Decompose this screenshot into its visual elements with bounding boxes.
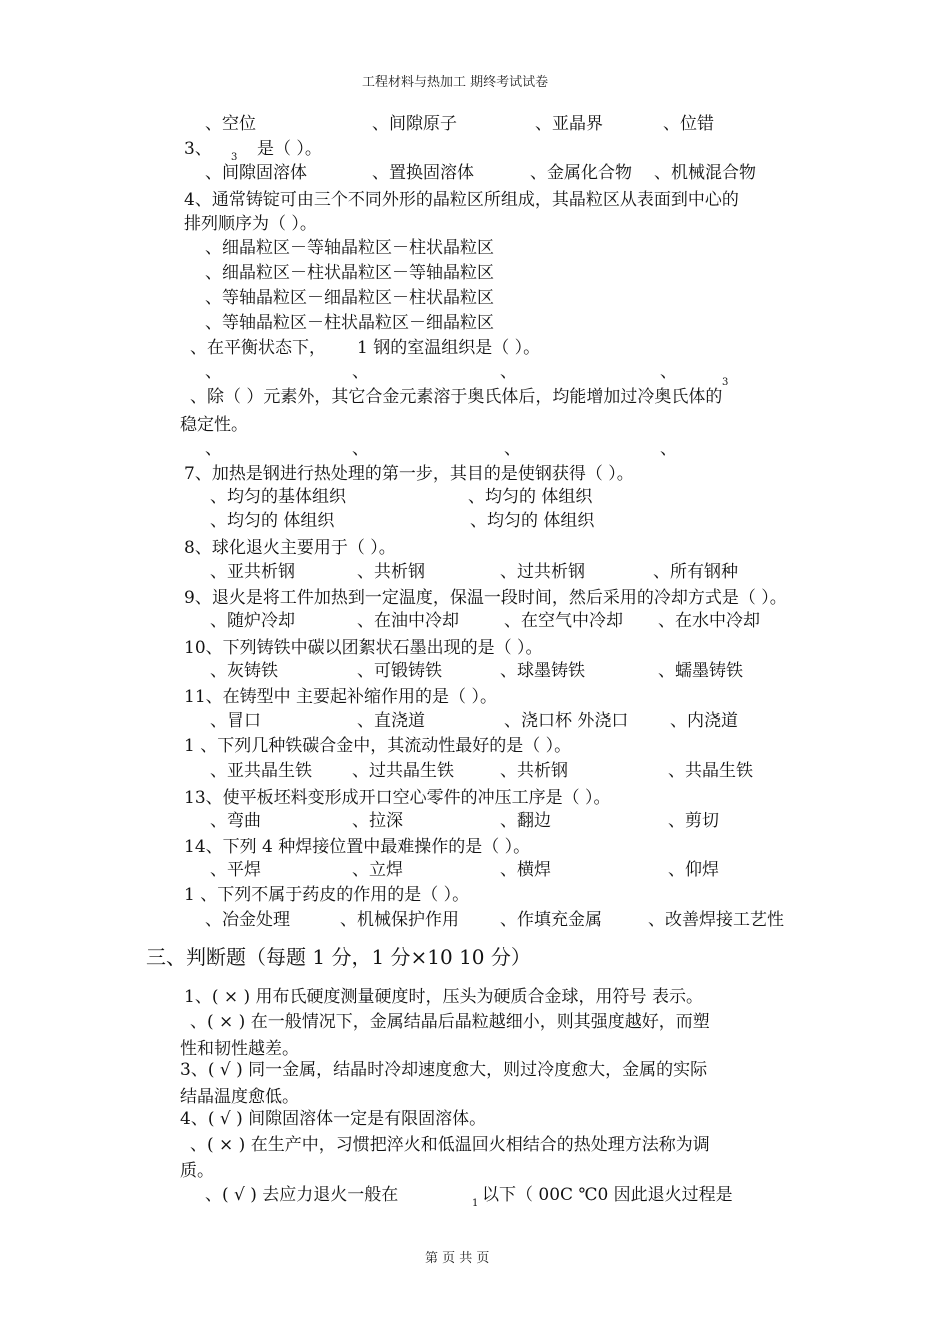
q9-option-d: 、在水中冷却 xyxy=(658,611,760,631)
q5-option-d: 、 xyxy=(660,362,677,382)
q5-option-b: 、 xyxy=(352,362,369,382)
q12-option-b: 、过共晶生铁 xyxy=(352,761,454,781)
judge-1: 1、( × ) 用布氏硬度测量硬度时，压头为硬质合金球，用符号 表示。 xyxy=(184,987,703,1007)
q6-line1: 、除（ ）元素外，其它合金元素溶于奥氏体后，均能增加过冷奥氏体的 xyxy=(190,387,723,407)
q11-text: 11、在铸型中 主要起补缩作用的是（ ）。 xyxy=(184,687,497,707)
judge-3-line2: 结晶温度愈低。 xyxy=(180,1087,299,1107)
q10-text: 10、下列铸铁中碳以团絮状石墨出现的是（ ）。 xyxy=(184,638,543,658)
q12-option-d: 、共晶生铁 xyxy=(668,761,753,781)
q5-text-a: 、在平衡状态下， xyxy=(190,338,326,358)
q12-option-c: 、共析钢 xyxy=(500,761,568,781)
q15-text: 1 、下列不属于药皮的作用的是（ ）。 xyxy=(184,885,470,905)
q5-option-c: 、 xyxy=(500,362,517,382)
judge-2-line1: 、( × ) 在一般情况下，金属结晶后晶粒越细小，则其强度越好，而塑 xyxy=(190,1012,710,1032)
q3-sup: 3 xyxy=(231,152,238,163)
q14-text: 14、下列 4 种焊接位置中最难操作的是（ ）。 xyxy=(184,837,531,857)
judge-6-line1b: 以下（ 00C ℃0 因此退火过程是 xyxy=(482,1185,733,1205)
q13-option-a: 、弯曲 xyxy=(210,811,261,831)
q6-option-d: 、 xyxy=(660,439,677,459)
judge-6-sub: 1 xyxy=(472,1198,479,1209)
q8-option-d: 、所有钢种 xyxy=(653,562,738,582)
q4-option-d: 、等轴晶粒区－柱状晶粒区－细晶粒区 xyxy=(205,313,494,333)
q3-number: 3、 xyxy=(184,139,212,159)
q7-option-d: 、均匀的 体组织 xyxy=(470,511,595,531)
q5-option-a: 、 xyxy=(205,362,222,382)
q14-option-a: 、平焊 xyxy=(210,860,261,880)
q9-option-a: 、随炉冷却 xyxy=(210,611,295,631)
q14-option-b: 、立焊 xyxy=(352,860,403,880)
q12-text: 1 、下列几种铁碳合金中，其流动性最好的是（ ）。 xyxy=(184,736,572,756)
q15-option-b: 、机械保护作用 xyxy=(340,910,459,930)
q15-option-a: 、冶金处理 xyxy=(205,910,290,930)
judge-3-line1: 3、( √ ) 同一金属，结晶时冷却速度愈大，则过冷度愈大，金属的实际 xyxy=(180,1060,708,1080)
q13-option-d: 、剪切 xyxy=(668,811,719,831)
q3-option-c: 、金属化合物 xyxy=(530,163,632,183)
q11-option-c: 、浇口杯 外浇口 xyxy=(504,711,629,731)
q4-option-a: 、细晶粒区－等轴晶粒区－柱状晶粒区 xyxy=(205,238,494,258)
q11-option-b: 、直浇道 xyxy=(357,711,425,731)
q6-option-a: 、 xyxy=(205,439,222,459)
page-footer: 第 页 共 页 xyxy=(425,1251,490,1266)
q7-option-c: 、均匀的 体组织 xyxy=(210,511,335,531)
q10-option-c: 、球墨铸铁 xyxy=(500,661,585,681)
q3-text: 是（ ）。 xyxy=(257,139,322,159)
q3-option-a: 、间隙固溶体 xyxy=(205,163,307,183)
q11-option-a: 、冒口 xyxy=(210,711,261,731)
judge-5-line2: 质。 xyxy=(180,1161,214,1181)
q2-option-a: 、空位 xyxy=(205,114,256,134)
q9-option-c: 、在空气中冷却 xyxy=(504,611,623,631)
judge-5-line1: 、( × ) 在生产中，习惯把淬火和低温回火相结合的热处理方法称为调 xyxy=(190,1135,710,1155)
q4-option-c: 、等轴晶粒区－细晶粒区－柱状晶粒区 xyxy=(205,288,494,308)
q3-option-b: 、置换固溶体 xyxy=(372,163,474,183)
q6-option-b: 、 xyxy=(352,439,369,459)
judge-2-line2: 性和韧性越差。 xyxy=(180,1039,299,1059)
q6-option-c: 、 xyxy=(504,439,521,459)
q13-option-c: 、翻边 xyxy=(500,811,551,831)
q2-option-b: 、间隙原子 xyxy=(372,114,457,134)
q11-option-d: 、内浇道 xyxy=(670,711,738,731)
q6-sup: 3 xyxy=(722,377,729,388)
q5-text-b: 1 钢的室温组织是（ ）。 xyxy=(357,338,541,358)
q9-text: 9、退火是将工件加热到一定温度，保温一段时间，然后采用的冷却方式是（ ）。 xyxy=(184,588,787,608)
judge-4: 4、( √ ) 间隙固溶体一定是有限固溶体。 xyxy=(180,1109,487,1129)
q6-line2: 稳定性。 xyxy=(180,415,248,435)
q13-option-b: 、拉深 xyxy=(352,811,403,831)
q4-line1: 4、通常铸锭可由三个不同外形的晶粒区所组成，其晶粒区从表面到中心的 xyxy=(184,190,739,210)
q8-option-a: 、亚共析钢 xyxy=(210,562,295,582)
page-header: 工程材料与热加工 期终考试试卷 xyxy=(362,75,549,90)
q13-text: 13、使平板坯料变形成开口空心零件的冲压工序是（ ）。 xyxy=(184,788,611,808)
q3-option-d: 、机械混合物 xyxy=(654,163,756,183)
judge-6-line1: 、( √ ) 去应力退火一般在 xyxy=(205,1185,399,1205)
q15-option-d: 、改善焊接工艺性 xyxy=(648,910,784,930)
q15-option-c: 、作填充金属 xyxy=(500,910,602,930)
q10-option-b: 、可锻铸铁 xyxy=(357,661,442,681)
q8-option-c: 、过共析钢 xyxy=(500,562,585,582)
q10-option-d: 、蠕墨铸铁 xyxy=(658,661,743,681)
q7-option-b: 、均匀的 体组织 xyxy=(468,487,593,507)
q10-option-a: 、灰铸铁 xyxy=(210,661,278,681)
q9-option-b: 、在油中冷却 xyxy=(357,611,459,631)
q8-text: 8、球化退火主要用于（ ）。 xyxy=(184,538,396,558)
q7-option-a: 、均匀的基体组织 xyxy=(210,487,346,507)
q4-line2: 排列顺序为（ ）。 xyxy=(184,214,317,234)
q7-text: 7、加热是钢进行热处理的第一步，其目的是使钢获得（ ）。 xyxy=(184,464,634,484)
section3-heading: 三、判断题（每题 1 分，1 分×10 10 分） xyxy=(146,945,531,969)
q2-option-d: 、位错 xyxy=(663,114,714,134)
q14-option-c: 、横焊 xyxy=(500,860,551,880)
q2-option-c: 、亚晶界 xyxy=(535,114,603,134)
q14-option-d: 、仰焊 xyxy=(668,860,719,880)
q4-option-b: 、细晶粒区－柱状晶粒区－等轴晶粒区 xyxy=(205,263,494,283)
q12-option-a: 、亚共晶生铁 xyxy=(210,761,312,781)
q8-option-b: 、共析钢 xyxy=(357,562,425,582)
